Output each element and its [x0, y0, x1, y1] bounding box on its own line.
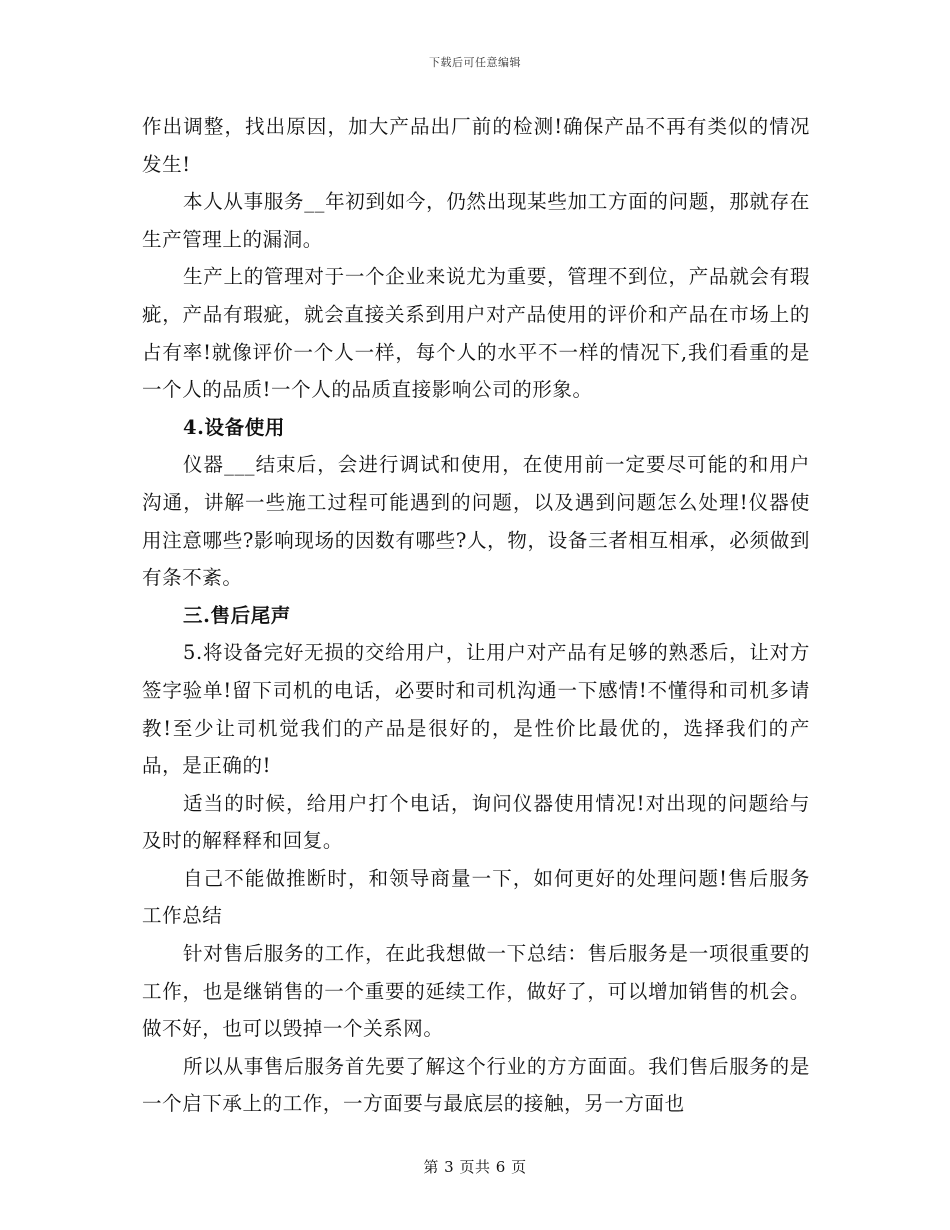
- page-number-footer: 第 3 页共 6 页: [423, 1158, 527, 1176]
- section-heading-equipment-use: 4.设备使用: [183, 415, 285, 439]
- paragraph-9: 所以从事售后服务首先要了解这个行业的方方面面。我们售后服务的是一个启下承上的工作，一方面要与最底层的接触，另一方面也: [142, 1054, 810, 1116]
- paragraph-2: 本人从事服务__年初到如今，仍然出现某些加工方面的问题，那就存在生产管理上的漏洞。: [142, 190, 810, 251]
- paragraph-5: 5.将设备完好无损的交给用户，让用户对产品有足够的熟悉后，让对方签字验单!留下司机的电话，必要时和司机沟通一下感情!不懂得和司机多请教!至少让司机觉我们的产品是很好的，是性价比最优的，选择我们的产品，是正确的!: [142, 641, 810, 778]
- page-header: 下载后可任意编辑: [429, 56, 521, 69]
- paragraph-1: 作出调整，找出原因，加大产品出厂前的检测!确保产品不再有类似的情况发生!: [142, 115, 810, 176]
- paragraph-3: 生产上的管理对于一个企业来说尤为重要，管理不到位，产品就会有瑕疵，产品有瑕疵，就会直接关系到用户对产品使用的评价和产品在市场上的占有率!就像评价一个人一样，每个人的水平不一样的情况下,我们看重的是一个人的品质!一个人的品质直接影响公司的形象。: [142, 265, 810, 402]
- paragraph-4: 仪器___结束后，会进行调试和使用，在使用前一定要尽可能的和用户沟通，讲解一些施工过程可能遇到的问题，以及遇到问题怎么处理!仪器使用注意哪些?影响现场的因数有哪些?人，物，设备三者相互相承，必须做到有条不紊。: [142, 453, 810, 590]
- paragraph-6: 适当的时候，给用户打个电话，询问仪器使用情况!对出现的问题给与及时的解释释和回复。: [142, 791, 810, 853]
- paragraph-8: 针对售后服务的工作，在此我想做一下总结：售后服务是一项很重要的工作，也是继销售的一个重要的延续工作，做好了，可以增加销售的机会。做不好，也可以毁掉一个关系网。: [142, 942, 810, 1041]
- paragraph-7: 自己不能做推断时，和领导商量一下，如何更好的处理问题!售后服务工作总结: [142, 866, 810, 928]
- document-body: [142, 108, 810, 1123]
- section-heading-after-sales-end: 三.售后尾声: [183, 603, 291, 627]
